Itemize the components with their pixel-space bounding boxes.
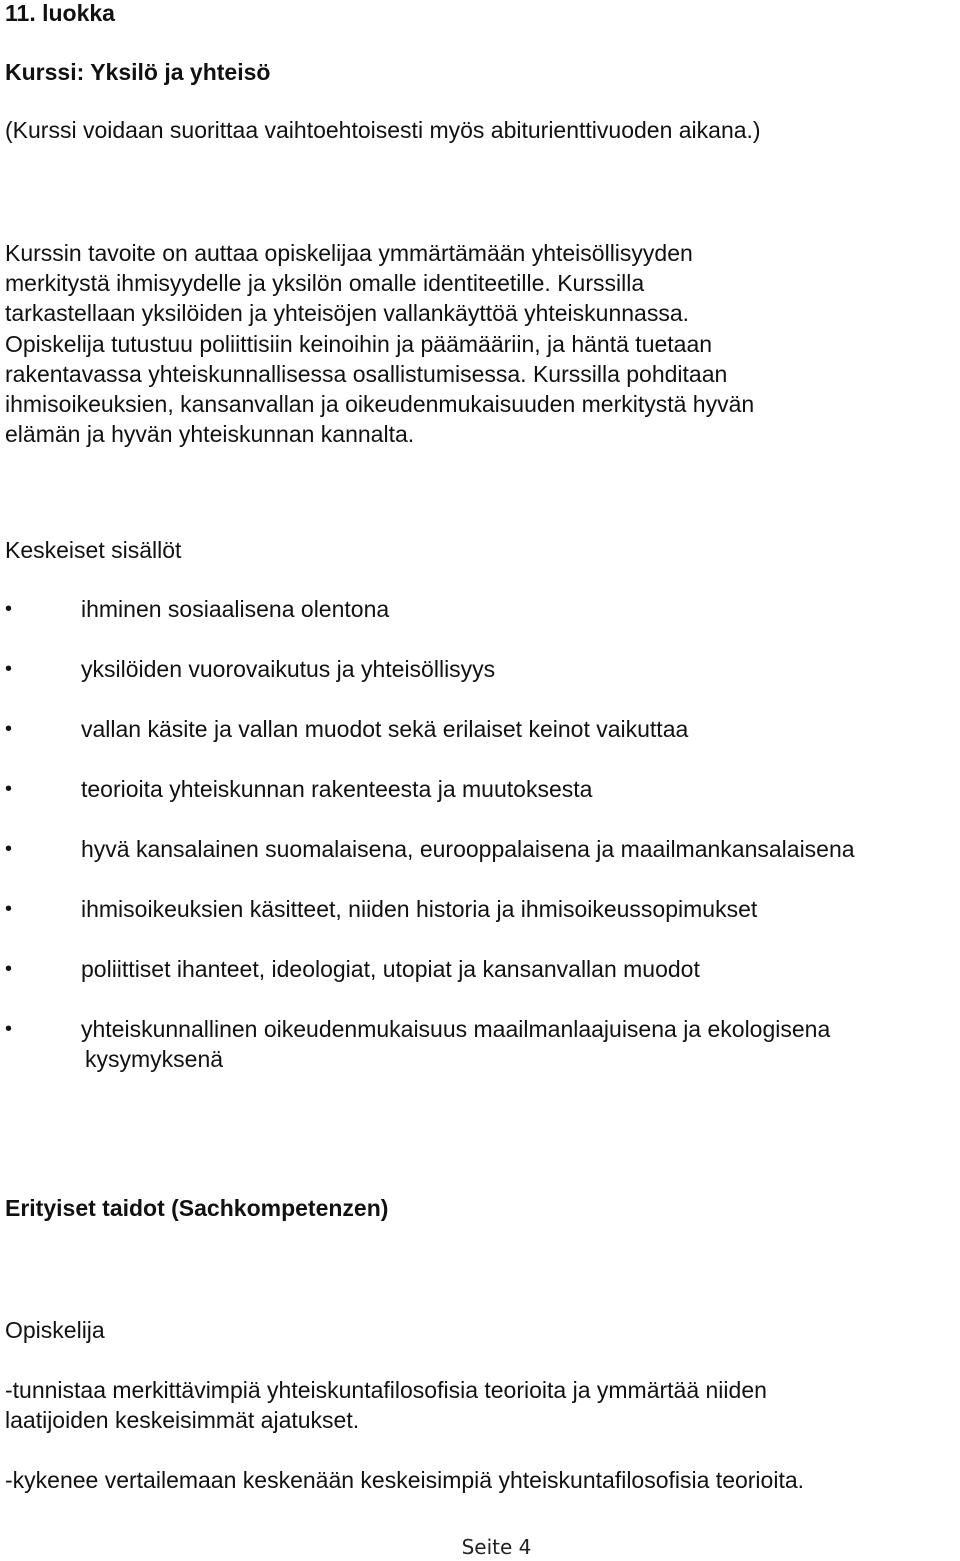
description-line: Opiskelija tutustuu poliittisiin keinoihin ja päämääriin, ja häntä tuetaan (5, 330, 713, 357)
list-item-text: yksilöiden vuorovaikutus ja yhteisöllisyys (81, 656, 496, 682)
key-contents-heading: Keskeiset sisällöt (5, 537, 182, 563)
list-item-text: ihminen sosiaalisena olentona (81, 596, 390, 622)
description-line: ihmisoikeuksien, kansanvallan ja oikeudenmukaisuuden merkitystä hyvän (5, 391, 755, 418)
list-item-text (81, 1014, 830, 1074)
list-item-text: teorioita yhteiskunnan rakenteesta ja muutoksesta (81, 776, 593, 802)
description-line: elämän ja hyvän yhteiskunnan kannalta. (5, 421, 415, 448)
skill-item-2: -kykenee vertailemaan keskenään keskeisimpiä yhteiskuntafilosofisia teorioita. (5, 1467, 805, 1493)
student-label: Opiskelija (5, 1317, 105, 1343)
bullet-icon: • (5, 838, 13, 860)
list-item-text-line: yhteiskunnallinen oikeudenmukaisuus maailmanlaajuisena ja ekologisena (81, 1016, 831, 1042)
page-heading: 11. luokka (5, 0, 115, 26)
skill-item-1-line-1: -tunnistaa merkittävimpiä yhteiskuntafilosofisia teorioita ja ymmärtää niiden (5, 1377, 767, 1403)
list-item-text: poliittiset ihanteet, ideologiat, utopiat ja kansanvallan muodot (81, 956, 700, 982)
course-description (5, 238, 955, 449)
list-item-text-continuation: kysymyksenä (85, 1046, 224, 1072)
description-line: merkitystä ihmisyydelle ja yksilön omalle identiteetille. Kurssilla (5, 270, 645, 297)
list-item-text: ihmisoikeuksien käsitteet, niiden historia ja ihmisoikeussopimukset (81, 896, 758, 922)
description-line: Kurssin tavoite on auttaa opiskelijaa ymmärtämään yhteisöllisyyden (5, 240, 693, 266)
skills-heading: Erityiset taidot (Sachkompetenzen) (5, 1195, 389, 1221)
bullet-icon: • (5, 718, 13, 740)
bullet-icon: • (5, 958, 13, 980)
bullet-icon: • (5, 598, 13, 620)
bullet-icon: • (5, 898, 13, 920)
bullet-icon: • (5, 658, 13, 680)
list-item-text: vallan käsite ja vallan muodot sekä erilaiset keinot vaikuttaa (81, 716, 689, 742)
list-item-text: hyvä kansalainen suomalaisena, eurooppalaisena ja maailmankansalaisena (81, 836, 855, 862)
description-line: rakentavassa yhteiskunnallisessa osallistumisessa. Kurssilla pohditaan (5, 360, 728, 387)
course-note: (Kurssi voidaan suorittaa vaihtoehtoisesti myös abiturienttivuoden aikana.) (5, 117, 761, 143)
description-line: tarkastellaan yksilöiden ja yhteisöjen vallankäyttöä yhteiskunnassa. (5, 300, 690, 327)
bullet-icon: • (5, 1018, 13, 1040)
page-footer: Seite 4 (461, 1535, 532, 1559)
bullet-icon: • (5, 778, 13, 800)
skill-item-1-line-2: laatijoiden keskeisimmät ajatukset. (5, 1407, 360, 1433)
course-title: Kurssi: Yksilö ja yhteisö (5, 59, 271, 85)
